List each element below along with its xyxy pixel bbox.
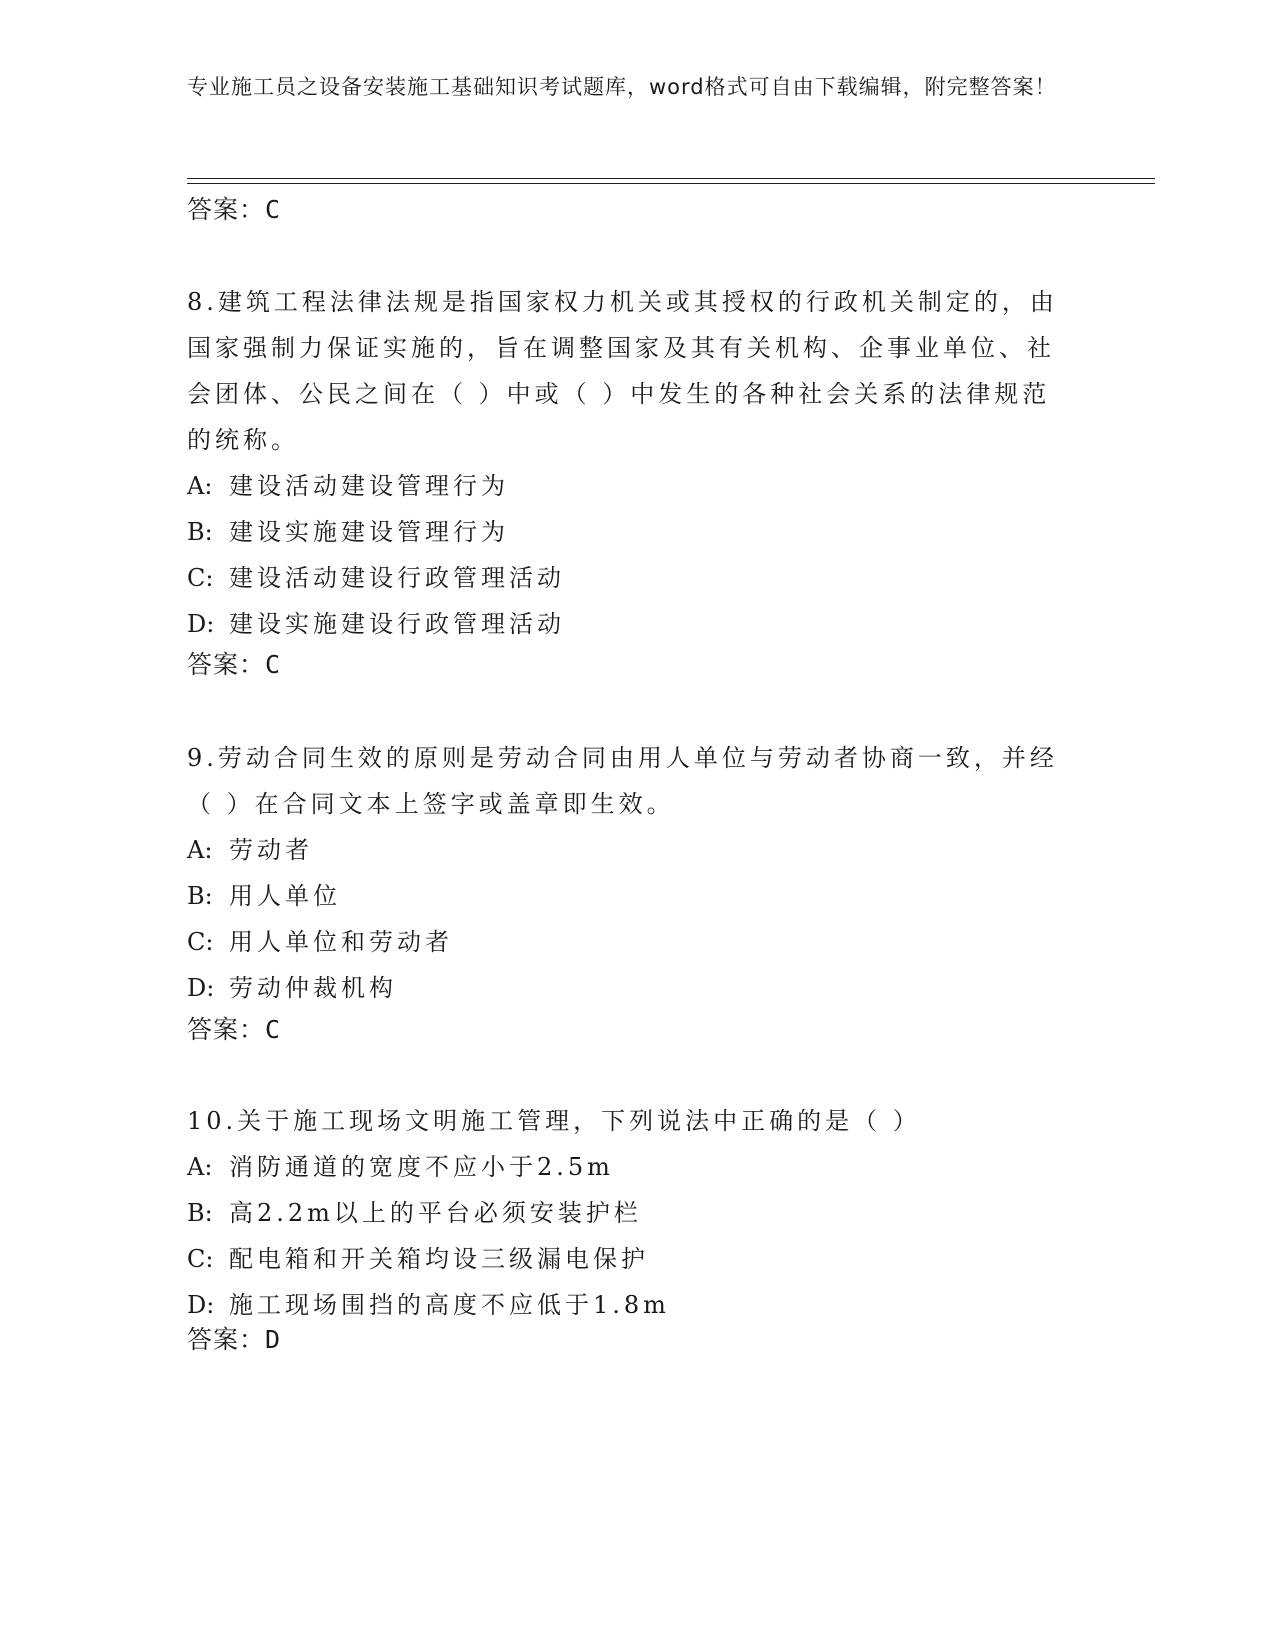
option-letter: D:	[187, 610, 215, 638]
option-letter: C:	[187, 1245, 214, 1273]
answer-value: C	[265, 195, 282, 224]
answer-8	[187, 645, 1067, 685]
answer-9	[187, 1010, 1067, 1050]
option-c	[187, 555, 1067, 601]
question-text: 8.建筑工程法律法规是指国家权力机关或其授权的行政机关制定的，由国家强制力保证实施的，旨在调整国家及其有关机构、企事业单位、社会团体、公民之间在（ ）中或（ ）中发生的各种社会关系的法律规范的统称。	[187, 288, 1058, 454]
header-divider-bottom	[187, 183, 1155, 184]
option-b	[187, 873, 1067, 919]
option-list	[187, 463, 1067, 647]
option-b	[187, 1190, 1067, 1236]
option-letter: D:	[187, 1291, 215, 1319]
option-letter: C:	[187, 928, 214, 956]
question-text: 10.关于施工现场文明施工管理，下列说法中正确的是（ ）	[187, 1107, 921, 1135]
answer-value: C	[265, 1015, 282, 1044]
option-d	[187, 601, 1067, 647]
option-text: 建设实施建设行政管理活动	[229, 610, 565, 638]
document-header: 专业施工员之设备安装施工基础知识考试题库，word格式可自由下载编辑，附完整答案！	[187, 75, 1057, 99]
option-text: 建设实施建设管理行为	[229, 518, 509, 546]
option-text: 劳动仲裁机构	[229, 974, 397, 1002]
option-list	[187, 1144, 1067, 1328]
option-text: 消防通道的宽度不应小于2.5m	[229, 1153, 614, 1181]
question-9	[187, 735, 1067, 1011]
answer-10	[187, 1320, 1067, 1360]
option-a	[187, 827, 1067, 873]
option-letter: A:	[187, 836, 213, 864]
option-letter: A:	[187, 1153, 213, 1181]
option-letter: C:	[187, 564, 214, 592]
option-letter: B:	[187, 1199, 213, 1227]
option-a	[187, 463, 1067, 509]
option-text: 建设活动建设管理行为	[229, 472, 509, 500]
question-text: 9.劳动合同生效的原则是劳动合同由用人单位与劳动者协商一致，并经（ ）在合同文本上签字或盖章即生效。	[187, 744, 1058, 818]
answer-value: C	[265, 650, 282, 679]
header-divider-top	[187, 178, 1155, 179]
option-list	[187, 827, 1067, 1011]
option-d	[187, 965, 1067, 1011]
option-letter: B:	[187, 518, 213, 546]
question-8	[187, 279, 1067, 647]
answer-label: 答案：	[187, 650, 266, 679]
answer-label: 答案：	[187, 1325, 266, 1354]
option-letter: B:	[187, 882, 213, 910]
answer-value: D	[265, 1325, 282, 1354]
option-text: 配电箱和开关箱均设三级漏电保护	[229, 1245, 649, 1273]
option-c	[187, 1236, 1067, 1282]
option-a	[187, 1144, 1067, 1190]
option-text: 劳动者	[229, 836, 313, 864]
option-text: 施工现场围挡的高度不应低于1.8m	[229, 1291, 670, 1319]
option-c	[187, 919, 1067, 965]
option-b	[187, 509, 1067, 555]
answer-label: 答案：	[187, 195, 266, 224]
answer-label: 答案：	[187, 1015, 266, 1044]
option-text: 用人单位和劳动者	[229, 928, 453, 956]
option-letter: A:	[187, 472, 213, 500]
option-text: 高2.2m以上的平台必须安装护栏	[229, 1199, 642, 1227]
option-text: 用人单位	[229, 882, 341, 910]
option-letter: D:	[187, 974, 215, 1002]
question-10	[187, 1098, 1067, 1328]
option-text: 建设活动建设行政管理活动	[229, 564, 565, 592]
answer-7	[187, 190, 1067, 230]
